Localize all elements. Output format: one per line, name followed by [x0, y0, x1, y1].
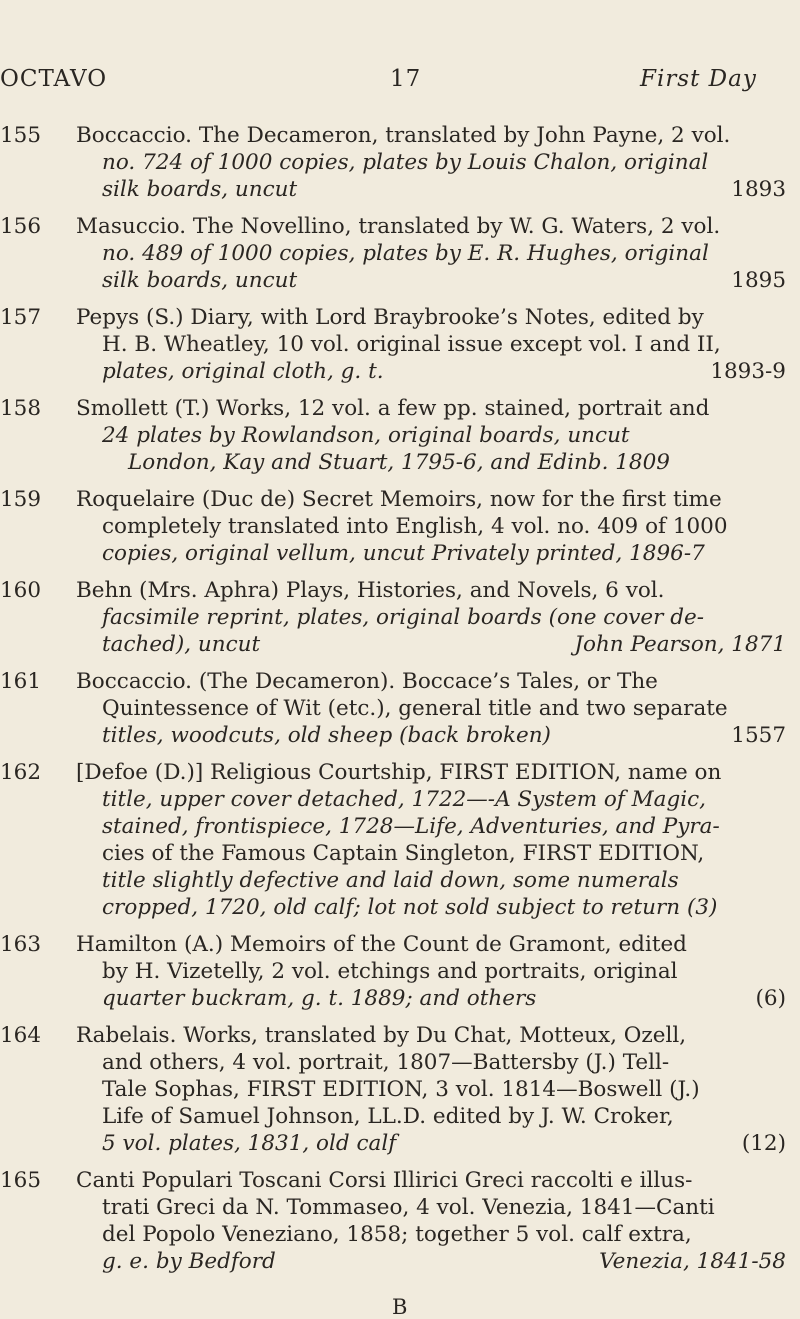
lot-list — [0, 122, 800, 1275]
lot-line — [76, 985, 786, 1012]
lot-line: no. 724 of 1000 copies, plates by Louis Chalon, original — [102, 150, 709, 175]
lot-entry — [0, 1022, 800, 1157]
lot-line: stained, frontispiece, 1728—Life, Adventuries, and Pyra- — [102, 814, 720, 839]
lot-line: Canti Populari Toscani Corsi Illirici Greci raccolti e illus- — [76, 1168, 693, 1193]
lot-text: tached), uncut — [102, 632, 261, 657]
lot-line: Pepys (S.) Diary, with Lord Braybrooke’s Notes, edited by — [76, 305, 704, 330]
lot-line — [76, 631, 786, 658]
lot-entry — [0, 1167, 800, 1275]
lot-line: Smollett (T.) Works, 12 vol. a few pp. stained, portrait and — [76, 396, 710, 421]
lot-line: [Defoe (D.)] Religious Courtship, FIRST EDITION, name on — [76, 760, 722, 785]
lot-line — [76, 358, 786, 385]
lot-line: cies of the Famous Captain Singleton, FIRST EDITION, — [102, 841, 705, 866]
lot-line — [76, 1130, 786, 1157]
lot-line: Quintessence of Wit (etc.), general title and two separate — [102, 696, 728, 721]
lot-entry — [0, 577, 800, 658]
lot-line — [76, 267, 786, 294]
page-header — [0, 58, 800, 98]
lot-line: Tale Sophas, FIRST EDITION, 3 vol. 1814—Boswell (J.) — [102, 1077, 700, 1102]
lot-number: 163 — [0, 932, 42, 957]
lot-entry — [0, 486, 800, 567]
lot-number: 160 — [0, 578, 42, 603]
lot-date: Venezia, 1841-58 — [599, 1249, 786, 1274]
lot-line: Rabelais. Works, translated by Du Chat, Motteux, Ozell, — [76, 1023, 687, 1048]
lot-line: Boccaccio. The Decameron, translated by John Payne, 2 vol. — [76, 123, 731, 148]
lot-line: Masuccio. The Novellino, translated by W. G. Waters, 2 vol. — [76, 214, 721, 239]
lot-text: plates, original cloth, g. t. — [102, 359, 384, 384]
lot-line: title, upper cover detached, 1722—-A System of Magic, — [102, 787, 707, 812]
lot-line: Hamilton (A.) Memoirs of the Count de Gramont, edited — [76, 932, 687, 957]
lot-number: 158 — [0, 396, 42, 421]
lot-date: 1895 — [731, 268, 786, 293]
lot-number: 165 — [0, 1168, 42, 1193]
lot-number: 164 — [0, 1023, 42, 1048]
lot-text: g. e. by Bedford — [102, 1249, 276, 1274]
lot-line: London, Kay and Stuart, 1795-6, and Edinb. 1809 — [128, 450, 670, 475]
lot-line: H. B. Wheatley, 10 vol. original issue except vol. I and II, — [102, 332, 721, 357]
lot-number: 162 — [0, 760, 42, 785]
lot-entry — [0, 213, 800, 294]
lot-entry — [0, 759, 800, 921]
lot-line: Life of Samuel Johnson, LL.D. edited by J. W. Croker, — [102, 1104, 674, 1129]
lot-line: Behn (Mrs. Aphra) Plays, Histories, and Novels, 6 vol. — [76, 578, 665, 603]
lot-date: 1893 — [731, 177, 786, 202]
lot-text: 5 vol. plates, 1831, old calf — [102, 1131, 397, 1156]
lot-entry — [0, 931, 800, 1012]
lot-entry — [0, 122, 800, 203]
lot-number: 159 — [0, 487, 42, 512]
lot-line: by H. Vizetelly, 2 vol. etchings and portraits, original — [102, 959, 678, 984]
lot-text: titles, woodcuts, old sheep (back broken) — [102, 723, 551, 748]
lot-line: Boccaccio. (The Decameron). Boccace’s Tales, or The — [76, 669, 658, 694]
lot-number: 157 — [0, 305, 42, 330]
page-number: 17 — [390, 66, 422, 92]
lot-line: Roquelaire (Duc de) Secret Memoirs, now for the first time — [76, 487, 722, 512]
lot-date: John Pearson, 1871 — [574, 632, 786, 657]
lot-line: and others, 4 vol. portrait, 1807—Battersby (J.) Tell- — [102, 1050, 670, 1075]
lot-entry — [0, 395, 800, 476]
lot-line: cropped, 1720, old calf; lot not sold subject to return (3) — [102, 895, 718, 920]
lot-count: (12) — [741, 1131, 786, 1156]
lot-entry — [0, 304, 800, 385]
lot-entry — [0, 668, 800, 749]
lot-line: title slightly defective and laid down, some numerals — [102, 868, 679, 893]
lot-date: 1893-9 — [710, 359, 786, 384]
lot-line — [76, 1248, 786, 1275]
lot-number: 156 — [0, 214, 42, 239]
header-day: First Day — [640, 66, 757, 92]
lot-number: 155 — [0, 123, 42, 148]
lot-line: copies, original vellum, uncut Privately printed, 1896-7 — [102, 541, 705, 566]
lot-line: trati Greci da N. Tommaseo, 4 vol. Venezia, 1841—Canti — [102, 1195, 715, 1220]
lot-line: completely translated into English, 4 vol. no. 409 of 1000 — [102, 514, 728, 539]
signature-mark: B — [392, 1295, 408, 1319]
lot-text: silk boards, uncut — [102, 268, 298, 293]
lot-count: (6) — [755, 986, 786, 1011]
lot-line: no. 489 of 1000 copies, plates by E. R. Hughes, original — [102, 241, 709, 266]
lot-text: quarter buckram, g. t. 1889; and others — [102, 986, 537, 1011]
lot-line — [76, 176, 786, 203]
lot-line: facsimile reprint, plates, original boards (one cover de- — [102, 605, 705, 630]
lot-number: 161 — [0, 669, 42, 694]
lot-line: del Popolo Veneziano, 1858; together 5 vol. calf extra, — [102, 1222, 692, 1247]
lot-line — [76, 722, 786, 749]
lot-date: 1557 — [731, 723, 786, 748]
lot-line: 24 plates by Rowlandson, original boards, uncut — [102, 423, 630, 448]
lot-text: silk boards, uncut — [102, 177, 298, 202]
header-format: OCTAVO — [0, 66, 108, 92]
